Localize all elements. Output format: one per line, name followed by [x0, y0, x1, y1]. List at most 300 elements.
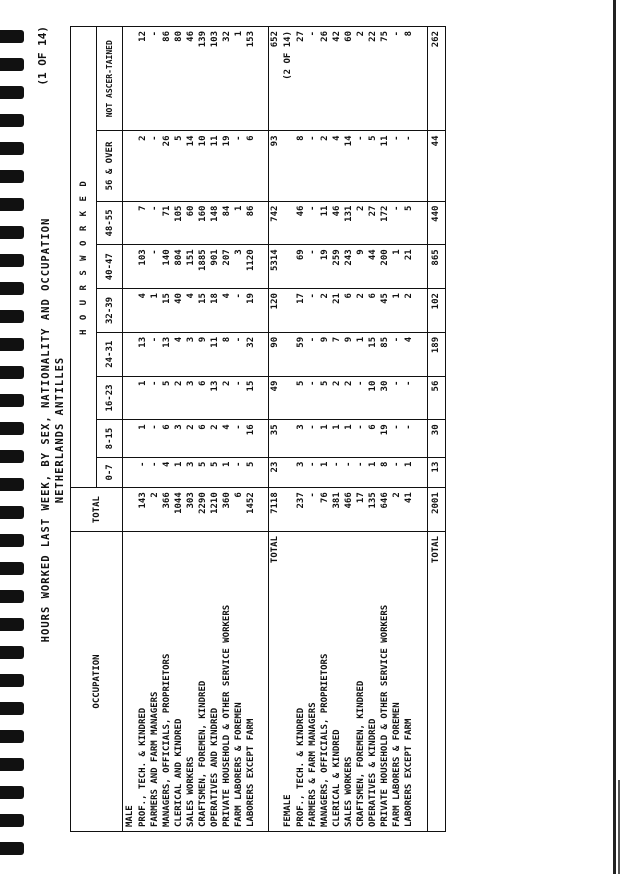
value-cell: 6 [197, 420, 209, 457]
value-cell: 86 [245, 201, 257, 245]
total-cell: 44 [427, 131, 445, 201]
header-56-over: 56 & OVER [97, 131, 123, 201]
table-row [355, 27, 367, 832]
value-cell: 7 [331, 332, 343, 376]
title-line-1: HOURS WORKED LAST WEEK, BY SEX, NATIONALITY AND OCCUPATION [40, 217, 52, 643]
value-cell: - [149, 131, 161, 201]
spacer-row [415, 27, 427, 832]
table-row [331, 27, 343, 832]
value-cell: 15 [245, 376, 257, 420]
value-cell: 46 [185, 27, 197, 131]
value-cell: 3 [185, 332, 197, 376]
table-row [391, 27, 403, 832]
empty-cell [415, 488, 427, 532]
header-32-39: 32-39 [97, 289, 123, 333]
value-cell: 5 [209, 457, 221, 488]
value-cell: - [137, 457, 149, 488]
binding-ring [0, 86, 24, 99]
binding-ring [0, 842, 24, 855]
empty-cell [415, 420, 427, 457]
total-cell: 56 [427, 376, 445, 420]
value-cell: 6 [343, 289, 355, 333]
value-cell: 2 [331, 376, 343, 420]
value-cell: 1 [319, 420, 331, 457]
empty-cell [123, 289, 137, 333]
empty-cell [281, 457, 295, 488]
value-cell: 14 [343, 131, 355, 201]
value-cell: 2 [185, 420, 197, 457]
value-cell: 1452 [245, 488, 257, 532]
value-cell: - [233, 376, 245, 420]
value-cell: 7 [137, 201, 149, 245]
value-cell: 5 [197, 457, 209, 488]
value-cell: 1 [137, 420, 149, 457]
binding-ring [0, 338, 24, 351]
value-cell: 22 [367, 27, 379, 131]
value-cell: 3 [295, 457, 307, 488]
value-cell: 2 [403, 289, 415, 333]
value-cell: 86 [161, 27, 173, 131]
value-cell: 1 [391, 245, 403, 289]
value-cell: 8 [403, 27, 415, 131]
value-cell: - [403, 131, 415, 201]
value-cell: 15 [367, 332, 379, 376]
value-cell: - [149, 420, 161, 457]
value-cell: - [307, 332, 319, 376]
total-cell: 742 [269, 201, 282, 245]
empty-cell [257, 532, 269, 832]
header-0-7: 0-7 [97, 457, 123, 488]
spiral-binding [0, 0, 26, 874]
binding-ring [0, 562, 24, 575]
page-label: (1 OF 14) [36, 26, 49, 86]
total-cell: 93 [269, 131, 282, 201]
value-cell: 6 [161, 420, 173, 457]
value-cell: - [391, 457, 403, 488]
occupation-cell: LABORERS EXCEPT FARM [245, 532, 257, 832]
value-cell: - [307, 488, 319, 532]
value-cell: 4 [403, 332, 415, 376]
total-cell: 7118 [269, 488, 282, 532]
table-row [161, 27, 173, 832]
total-cell: 2001 [427, 488, 445, 532]
value-cell: - [233, 420, 245, 457]
header-8-15: 8-15 [97, 420, 123, 457]
value-cell: 27 [295, 27, 307, 131]
value-cell: - [307, 201, 319, 245]
value-cell: 4 [173, 332, 185, 376]
value-cell: 10 [197, 131, 209, 201]
value-cell: 9 [197, 332, 209, 376]
value-cell: 3 [233, 245, 245, 289]
binding-ring [0, 450, 24, 463]
value-cell: 9 [319, 332, 331, 376]
empty-cell [257, 201, 269, 245]
value-cell: 11 [209, 332, 221, 376]
value-cell: 2 [355, 201, 367, 245]
value-cell: - [149, 27, 161, 131]
value-cell: 1120 [245, 245, 257, 289]
value-cell: 303 [185, 488, 197, 532]
value-cell: - [233, 457, 245, 488]
value-cell: - [403, 376, 415, 420]
value-cell: 5 [295, 376, 307, 420]
value-cell: 4 [331, 131, 343, 201]
value-cell: - [343, 457, 355, 488]
value-cell: 18 [209, 289, 221, 333]
value-cell: 17 [295, 289, 307, 333]
empty-cell [123, 245, 137, 289]
value-cell: - [391, 131, 403, 201]
value-cell: 60 [185, 201, 197, 245]
binding-ring [0, 646, 24, 659]
value-cell: - [149, 201, 161, 245]
occupation-cell: CLERICAL & KINDRED [331, 532, 343, 832]
table-row [295, 27, 307, 832]
binding-ring [0, 170, 24, 183]
value-cell: 2 [355, 289, 367, 333]
value-cell: 172 [379, 201, 391, 245]
occupation-cell: FARM LABORERS & FOREMEN [233, 532, 245, 832]
value-cell: 11 [379, 131, 391, 201]
occupation-cell: FARMERS AND FARM MANAGERS [149, 532, 161, 832]
value-cell: 19 [221, 131, 233, 201]
total-cell: 30 [427, 420, 445, 457]
value-cell: 6 [367, 289, 379, 333]
value-cell: 84 [221, 201, 233, 245]
value-cell: 360 [221, 488, 233, 532]
binding-ring [0, 366, 24, 379]
value-cell: 207 [221, 245, 233, 289]
total-cell: 440 [427, 201, 445, 245]
empty-cell [281, 131, 295, 201]
table-row [403, 27, 415, 832]
value-cell: 17 [355, 488, 367, 532]
total-cell: 13 [427, 457, 445, 488]
empty-cell [123, 376, 137, 420]
value-cell: 1 [137, 376, 149, 420]
binding-ring [0, 254, 24, 267]
value-cell: 11 [209, 131, 221, 201]
value-cell: - [355, 420, 367, 457]
empty-cell [281, 245, 295, 289]
binding-ring [0, 310, 24, 323]
total-cell: 23 [269, 457, 282, 488]
value-cell: 41 [403, 488, 415, 532]
value-cell: 71 [161, 201, 173, 245]
empty-cell [281, 420, 295, 457]
table-row [221, 27, 233, 832]
section-header-female [281, 27, 295, 832]
empty-cell [257, 27, 269, 131]
value-cell: 6 [245, 131, 257, 201]
binding-ring [0, 282, 24, 295]
value-cell: 2 [209, 420, 221, 457]
occupation-cell: PRIVATE HOUSEHOLD & OTHER SERVICE WORKERS [379, 532, 391, 832]
value-cell: 466 [343, 488, 355, 532]
value-cell: 21 [403, 245, 415, 289]
empty-cell [123, 131, 137, 201]
value-cell: 4 [161, 457, 173, 488]
value-cell: 4 [185, 289, 197, 333]
value-cell: - [355, 376, 367, 420]
value-cell: 19 [245, 289, 257, 333]
value-cell: 1 [331, 420, 343, 457]
empty-cell [415, 27, 427, 131]
total-cell: 5314 [269, 245, 282, 289]
page-edge [613, 0, 616, 874]
value-cell: 1 [391, 289, 403, 333]
table-row [185, 27, 197, 832]
value-cell: 2290 [197, 488, 209, 532]
value-cell: - [355, 457, 367, 488]
header-not-ascertained: NOT ASCER-TAINED [97, 27, 123, 131]
value-cell: 5 [173, 131, 185, 201]
value-cell: - [355, 131, 367, 201]
header-hours-worked: H O U R S W O R K E D [71, 27, 97, 488]
binding-ring [0, 198, 24, 211]
table-row [245, 27, 257, 832]
value-cell: 1 [355, 332, 367, 376]
value-cell: 30 [379, 376, 391, 420]
value-cell: 14 [185, 131, 197, 201]
value-cell: - [391, 27, 403, 131]
value-cell: 6 [233, 488, 245, 532]
value-cell: 8 [295, 131, 307, 201]
empty-cell [415, 201, 427, 245]
value-cell: 80 [173, 27, 185, 131]
value-cell: - [331, 457, 343, 488]
value-cell: 135 [367, 488, 379, 532]
value-cell: 75 [379, 27, 391, 131]
value-cell: - [233, 289, 245, 333]
value-cell: 2 [221, 376, 233, 420]
empty-cell [123, 332, 137, 376]
total-cell: 865 [427, 245, 445, 289]
empty-cell [257, 131, 269, 201]
binding-ring [0, 814, 24, 827]
table-row [319, 27, 331, 832]
value-cell: 1 [233, 201, 245, 245]
binding-ring [0, 758, 24, 771]
value-cell: 200 [379, 245, 391, 289]
table-row [197, 27, 209, 832]
value-cell: 32 [221, 27, 233, 131]
value-cell: 45 [379, 289, 391, 333]
occupation-cell: OPERATIVES & KINDRED [367, 532, 379, 832]
header-40-47: 40-47 [97, 245, 123, 289]
empty-cell [415, 131, 427, 201]
value-cell: 5 [319, 376, 331, 420]
value-cell: - [391, 376, 403, 420]
value-cell: 1 [343, 420, 355, 457]
value-cell: 131 [343, 201, 355, 245]
total-cell: 102 [427, 289, 445, 333]
value-cell: 243 [343, 245, 355, 289]
empty-cell [415, 457, 427, 488]
value-cell: 46 [331, 201, 343, 245]
header-occupation: OCCUPATION [71, 532, 123, 832]
value-cell: 6 [197, 376, 209, 420]
occupation-cell: PROF., TECH. & KINDRED [137, 532, 149, 832]
value-cell: 1 [403, 457, 415, 488]
title-line-2: NETHERLANDS ANTILLES [54, 356, 66, 504]
value-cell: - [307, 457, 319, 488]
empty-cell [415, 289, 427, 333]
empty-cell [257, 289, 269, 333]
value-cell: 13 [209, 376, 221, 420]
section-label: MALE [123, 532, 137, 832]
value-cell: - [307, 245, 319, 289]
occupation-cell: MANAGERS, OFFICIALS, PROPRIETORS [161, 532, 173, 832]
value-cell: 5 [367, 131, 379, 201]
value-cell: 804 [173, 245, 185, 289]
value-cell: 153 [245, 27, 257, 131]
empty-cell [415, 532, 427, 832]
empty-cell [415, 376, 427, 420]
total-cell: 262 [427, 27, 445, 131]
binding-ring [0, 702, 24, 715]
data-table [70, 26, 446, 832]
value-cell: 105 [173, 201, 185, 245]
value-cell: 1 [149, 289, 161, 333]
value-cell: 2 [173, 376, 185, 420]
value-cell: 4 [221, 420, 233, 457]
value-cell: 646 [379, 488, 391, 532]
binding-ring [0, 422, 24, 435]
occupation-cell: PRIVATE HOUSEHOLD & OTHER SERVICE WORKERS [221, 532, 233, 832]
table-row [149, 27, 161, 832]
page-edge-shadow [618, 780, 620, 874]
occupation-cell: OPERATIVES AND KINDRED [209, 532, 221, 832]
value-cell: 140 [161, 245, 173, 289]
value-cell: - [307, 131, 319, 201]
binding-ring [0, 394, 24, 407]
empty-cell [123, 420, 137, 457]
value-cell: 26 [319, 27, 331, 131]
value-cell: 148 [209, 201, 221, 245]
table-row [137, 27, 149, 832]
value-cell: 8 [221, 332, 233, 376]
value-cell: 1210 [209, 488, 221, 532]
value-cell: 2 [343, 376, 355, 420]
value-cell: - [307, 289, 319, 333]
value-cell: - [233, 332, 245, 376]
value-cell: 4 [137, 289, 149, 333]
empty-cell [257, 420, 269, 457]
value-cell: 2 [149, 488, 161, 532]
value-cell: 103 [209, 27, 221, 131]
total-row [269, 27, 282, 832]
value-cell: 381 [331, 488, 343, 532]
empty-cell [281, 201, 295, 245]
total-cell: 120 [269, 289, 282, 333]
value-cell: - [149, 457, 161, 488]
total-cell: 652 [269, 27, 282, 131]
value-cell: - [307, 420, 319, 457]
empty-cell [257, 457, 269, 488]
value-cell: 3 [185, 457, 197, 488]
value-cell: 9 [355, 245, 367, 289]
value-cell: 13 [137, 332, 149, 376]
total-label: TOTAL [427, 532, 445, 832]
header-row-1 [71, 27, 97, 832]
table-row [307, 27, 319, 832]
value-cell: 2 [319, 289, 331, 333]
value-cell: 69 [295, 245, 307, 289]
male-section [123, 27, 282, 832]
header-24-31: 24-31 [97, 332, 123, 376]
value-cell: 26 [161, 131, 173, 201]
value-cell: 21 [331, 289, 343, 333]
value-cell: - [149, 245, 161, 289]
empty-cell [281, 289, 295, 333]
section-label: FEMALE [281, 532, 295, 832]
value-cell: 5 [403, 201, 415, 245]
binding-ring [0, 58, 24, 71]
occupation-cell: CRAFTSMEN, FOREMEN, KINDRED [355, 532, 367, 832]
occupation-cell: MANAGERS, OFFICIALS, PROPRIETORS [319, 532, 331, 832]
value-cell: 5 [245, 457, 257, 488]
value-cell: - [233, 131, 245, 201]
occupation-cell: FARMERS & FARM MANAGERS [307, 532, 319, 832]
table-row [233, 27, 245, 832]
value-cell: 2 [355, 27, 367, 131]
value-cell: 9 [343, 332, 355, 376]
value-cell: 15 [161, 289, 173, 333]
value-cell: 19 [379, 420, 391, 457]
value-cell: 10 [367, 376, 379, 420]
value-cell: 1885 [197, 245, 209, 289]
occupation-cell: LABORERS EXCEPT FARM [403, 532, 415, 832]
value-cell: 27 [367, 201, 379, 245]
binding-ring [0, 786, 24, 799]
table-row [173, 27, 185, 832]
female-section [281, 27, 445, 832]
table-row [209, 27, 221, 832]
value-cell: 85 [379, 332, 391, 376]
value-cell: - [391, 420, 403, 457]
value-cell: 4 [221, 289, 233, 333]
value-cell: 8 [379, 457, 391, 488]
value-cell: 1 [221, 457, 233, 488]
value-cell: 3 [173, 420, 185, 457]
value-cell: 2 [137, 131, 149, 201]
binding-ring [0, 674, 24, 687]
value-cell: 3 [185, 376, 197, 420]
value-cell: - [307, 376, 319, 420]
value-cell: 366 [161, 488, 173, 532]
total-label: TOTAL [269, 532, 282, 832]
value-cell: 19 [319, 245, 331, 289]
empty-cell [415, 332, 427, 376]
value-cell: - [149, 332, 161, 376]
section-header-male [123, 27, 137, 832]
binding-ring [0, 142, 24, 155]
empty-cell [123, 27, 137, 131]
value-cell: 1 [367, 457, 379, 488]
value-cell: 12 [137, 27, 149, 131]
value-cell: 5 [161, 376, 173, 420]
value-cell: 901 [209, 245, 221, 289]
binding-ring [0, 506, 24, 519]
value-cell: 2 [391, 488, 403, 532]
value-cell: - [391, 201, 403, 245]
empty-cell [281, 376, 295, 420]
binding-ring [0, 618, 24, 631]
total-row [427, 27, 445, 832]
rotated-document [30, 20, 600, 840]
